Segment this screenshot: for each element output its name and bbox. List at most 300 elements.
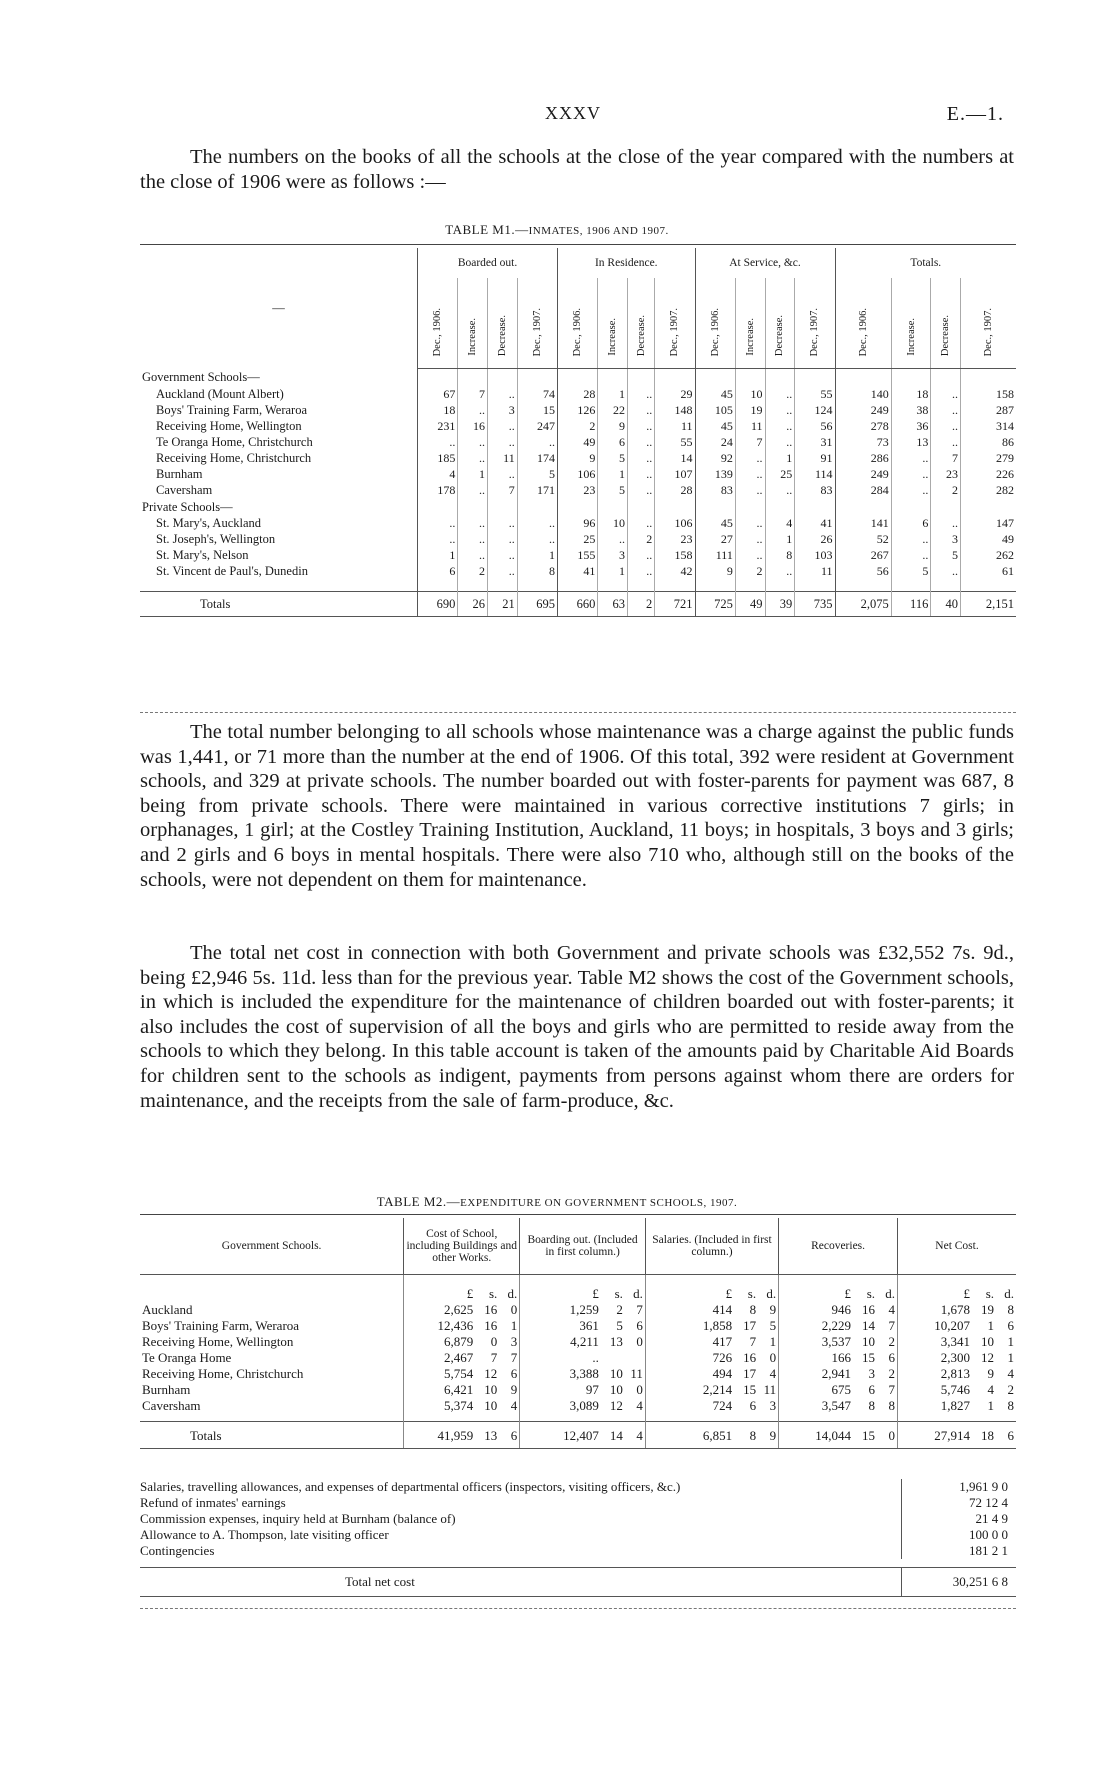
table-m2-cell <box>645 1381 778 1397</box>
table-m1-cell: 31 <box>795 434 835 450</box>
table-m1-cell: 158 <box>655 547 695 563</box>
currency-units <box>803 1286 895 1301</box>
summary-label: Contingencies <box>140 1543 215 1558</box>
amount-part: 6 <box>868 1381 876 1397</box>
table-m1-subheader-label: Dec., 1906. <box>572 307 584 356</box>
amount-part: 12,436 <box>437 1317 474 1333</box>
table-m1-cell: 139 <box>695 466 735 482</box>
amount-part: 2,941 <box>821 1365 852 1381</box>
table-m1-cell: 5 <box>931 547 961 563</box>
table-m2-header: Boarding out. (Included in first column.) <box>520 1218 646 1275</box>
amount-part: 3 <box>510 1333 518 1349</box>
table-m1-row-label: Receiving Home, Wellington <box>156 419 302 433</box>
expenditure-summary <box>140 1479 1016 1597</box>
currency-unit: s. <box>866 1286 876 1301</box>
table-m1-cell: 41 <box>558 563 598 579</box>
table-m1-cell: 56 <box>835 563 891 579</box>
amount-part: 417 <box>712 1333 733 1349</box>
table-m1-cell: 5 <box>517 466 557 482</box>
table-m1-cell: .. <box>628 450 655 466</box>
table-m1-cell: 171 <box>517 482 557 498</box>
table-m1-cell: 126 <box>558 402 598 418</box>
table-m1-cell: .. <box>931 434 961 450</box>
table-m1-cell: 9 <box>558 450 598 466</box>
table-m1-subheader <box>735 278 765 369</box>
table-m1-cell <box>598 579 628 592</box>
table-m2-cell <box>898 1317 1016 1333</box>
table-m1-cell: 55 <box>795 386 835 402</box>
table-m1-cell <box>628 369 655 387</box>
table-m1-total-cell: 26 <box>458 592 488 617</box>
amount <box>803 1350 895 1365</box>
table-m1-subheader-label: Dec., 1907. <box>531 307 543 356</box>
table-m1-subheader <box>418 278 458 369</box>
table-m1-subheader-label: Increase. <box>744 318 756 356</box>
table-m1-row-label: Receiving Home, Christchurch <box>156 451 312 465</box>
table-m1-cell: .. <box>628 563 655 579</box>
table-m1-cell: .. <box>458 482 488 498</box>
amount <box>684 1318 776 1333</box>
amount-part: 6 <box>636 1317 643 1333</box>
amount-part: 4,211 <box>570 1333 599 1349</box>
amount-part: 1,858 <box>702 1317 733 1333</box>
amount-part: 414 <box>712 1301 733 1317</box>
table-m1-cell: 13 <box>891 434 931 450</box>
intro-paragraph: The numbers on the books of all the schools at the close of the year compared with the numbers at the close of 1906 were as follows :— <box>140 146 1014 193</box>
amount-part: 1,259 <box>569 1301 599 1317</box>
currency-unit: s. <box>488 1286 498 1301</box>
amount-part: 1 <box>769 1333 777 1349</box>
table-m1-cell <box>891 579 931 592</box>
table-m1-row <box>140 418 1016 434</box>
amount-part: 41,959 <box>437 1427 474 1443</box>
table-m1-cell <box>517 498 557 515</box>
amount-part: 11 <box>630 1365 643 1381</box>
table-m2-cell <box>779 1365 898 1381</box>
table-m1-cell: 7 <box>735 434 765 450</box>
table-m1-group-header: At Service, &c. <box>695 248 835 278</box>
table-m1-cell: 111 <box>695 547 735 563</box>
amount-part: 4 <box>636 1427 643 1443</box>
table-m1-cell <box>795 579 835 592</box>
table-m1-cell <box>695 498 735 515</box>
amount-part: 6 <box>1007 1427 1014 1443</box>
table-m1-subheader <box>488 278 518 369</box>
amount <box>684 1382 776 1397</box>
table-m1-subheader-label: Dec., 1907. <box>983 307 995 356</box>
table-m2-total-cell <box>520 1422 646 1449</box>
table-m1-caption <box>0 222 1114 238</box>
amount-part: 2 <box>888 1333 896 1349</box>
table-m1-cell: 56 <box>795 418 835 434</box>
amount-part: 14 <box>862 1317 876 1333</box>
table-m1-cell: 147 <box>961 515 1016 531</box>
table-m2-cell <box>898 1301 1016 1317</box>
table-m1-cell: 7 <box>458 386 488 402</box>
table-m1-cell <box>628 498 655 515</box>
table-m2-cell <box>645 1333 778 1349</box>
summary-row <box>140 1495 1016 1511</box>
table-m1-cell: .. <box>628 434 655 450</box>
amount-part: 10 <box>609 1365 623 1381</box>
amount-part: 18 <box>981 1427 994 1443</box>
table-m2-total-cell <box>779 1422 898 1449</box>
amount-part: 3,547 <box>821 1397 852 1413</box>
amount-part: 724 <box>712 1397 733 1413</box>
amount-part: 11 <box>763 1381 777 1397</box>
table-m2-caption-prefix: TABLE M2.— <box>376 1194 461 1209</box>
amount-part: 10 <box>981 1333 994 1349</box>
amount-part: 10 <box>484 1397 498 1413</box>
table-m1-cell: .. <box>765 402 795 418</box>
table-m1-cell: .. <box>458 434 488 450</box>
table-m2-cell <box>898 1333 1016 1349</box>
table-m2-units-cell <box>645 1275 778 1302</box>
table-m1-subheader <box>835 278 891 369</box>
table-m1-cell: .. <box>735 531 765 547</box>
table-m2-units-cell <box>520 1275 646 1302</box>
table-m1-cell: .. <box>891 450 931 466</box>
table-m1-total-cell: 49 <box>735 592 765 617</box>
table-m2-caption <box>0 1194 1114 1210</box>
table-m1-cell: 247 <box>517 418 557 434</box>
table-m1-cell <box>488 498 518 515</box>
table-m1-cell: 18 <box>891 386 931 402</box>
amount <box>922 1366 1014 1381</box>
table-m1-cell <box>695 369 735 387</box>
table-m1-cell: 11 <box>488 450 518 466</box>
summary-row <box>140 1527 1016 1543</box>
table-m1-cell <box>517 369 557 387</box>
table-m1-cell: 25 <box>765 466 795 482</box>
amount-part: 5 <box>616 1317 623 1333</box>
table-m1-cell: .. <box>931 386 961 402</box>
currency-unit: s. <box>985 1286 994 1301</box>
summary-label: Salaries, travelling allowances, and expenses of departmental officers (inspectors, visiting officers, &c.) <box>140 1479 681 1494</box>
amount-part: 10 <box>484 1381 498 1397</box>
table-m2-cell <box>645 1317 778 1333</box>
table-m2-cell <box>779 1381 898 1397</box>
amount <box>425 1302 517 1317</box>
table-m1-cell: .. <box>418 434 458 450</box>
amount-part: 5 <box>769 1317 777 1333</box>
table-m1-cell: .. <box>418 515 458 531</box>
table-m1-cell <box>488 579 518 592</box>
table-m1-row-label: Te Oranga Home, Christchurch <box>156 435 313 449</box>
table-m1-cell: 106 <box>655 515 695 531</box>
summary-total-row <box>140 1567 1016 1597</box>
table-m1-cell: 23 <box>558 482 598 498</box>
table-m1-cell <box>458 369 488 387</box>
amount <box>551 1428 643 1443</box>
table-m1-cell <box>558 498 598 515</box>
amount <box>551 1334 643 1349</box>
summary-amount: 21 4 9 <box>901 1511 1016 1527</box>
amount <box>551 1366 643 1381</box>
amount <box>425 1318 517 1333</box>
amount-part: 1 <box>1007 1349 1014 1365</box>
table-m1-caption-title: INMATES, 1906 AND 1907. <box>528 225 669 237</box>
table-m1-cell: 1 <box>598 386 628 402</box>
amount-part: 15 <box>862 1349 876 1365</box>
table-m1-cell <box>891 369 931 387</box>
table-m1-cell: 2 <box>458 563 488 579</box>
table-m2-cell <box>520 1413 646 1422</box>
amount-part: 4 <box>769 1365 777 1381</box>
table-m1-cell: 23 <box>931 466 961 482</box>
table-m1-cell: 26 <box>795 531 835 547</box>
table-m1-cell: .. <box>458 402 488 418</box>
amount <box>803 1366 895 1381</box>
table-m1-cell: .. <box>628 386 655 402</box>
amount-part: 16 <box>743 1349 757 1365</box>
amount-part: 5,746 <box>940 1381 970 1397</box>
table-m1-cell: 1 <box>765 450 795 466</box>
amount-part: 0 <box>769 1349 777 1365</box>
amount-part: 1 <box>987 1397 994 1413</box>
amount <box>922 1428 1014 1443</box>
table-m1-cell: 15 <box>517 402 557 418</box>
amount <box>803 1302 895 1317</box>
amount <box>551 1318 643 1333</box>
amount-part: 12 <box>981 1349 994 1365</box>
table-m1-cell <box>458 498 488 515</box>
table-m1-subheader <box>517 278 557 369</box>
amount <box>922 1350 1014 1365</box>
table-m1-cell: 2 <box>558 418 598 434</box>
table-m2-cell <box>520 1333 646 1349</box>
table-m2-row-label: Te Oranga Home <box>142 1349 232 1365</box>
table-m2-cell <box>520 1349 646 1365</box>
table-m1-cell: .. <box>628 402 655 418</box>
table-m2-row-label: Burnham <box>142 1381 191 1397</box>
table-m1-cell: .. <box>488 386 518 402</box>
table-m2-cell <box>140 1413 404 1422</box>
summary-label: Allowance to A. Thompson, late visiting officer <box>140 1527 389 1542</box>
table-m1-cell: .. <box>458 531 488 547</box>
amount <box>551 1382 643 1397</box>
table-m1-cell: 49 <box>961 531 1016 547</box>
table-m1-row-label: Auckland (Mount Albert) <box>156 387 284 401</box>
amount-part: 3,341 <box>940 1333 970 1349</box>
table-m1-cell: 4 <box>418 466 458 482</box>
table-m1-cell: 23 <box>655 531 695 547</box>
table-m1-subheader-label: Increase. <box>467 318 479 356</box>
table-m2-cell <box>779 1397 898 1413</box>
table-m2-row-label: Auckland <box>142 1301 193 1317</box>
table-m1-total-cell: 116 <box>891 592 931 617</box>
amount <box>803 1318 895 1333</box>
table-m1-cell <box>655 369 695 387</box>
table-m1-cell: .. <box>598 531 628 547</box>
table-m1-cell: 49 <box>558 434 598 450</box>
amount <box>425 1398 517 1413</box>
table-m2-cell <box>645 1413 778 1422</box>
amount <box>922 1318 1014 1333</box>
amount <box>684 1334 776 1349</box>
table-m2-cell <box>779 1301 898 1317</box>
table-m2-cell <box>779 1317 898 1333</box>
table-m1-cell: 5 <box>598 482 628 498</box>
table-m1-cell: 1 <box>517 547 557 563</box>
table-m1-cell: .. <box>488 434 518 450</box>
amount-part: 6 <box>510 1365 518 1381</box>
table-m1-subheader-label: Dec., 1907. <box>809 307 821 356</box>
amount-part: 8 <box>1007 1397 1014 1413</box>
table-m2-cell <box>520 1317 646 1333</box>
table-m1-cell: 174 <box>517 450 557 466</box>
table-m1-subheader <box>795 278 835 369</box>
table-m1-subheader-label: Dec., 1907. <box>669 307 681 356</box>
table-m1-cell <box>598 369 628 387</box>
table-m1-cell: .. <box>735 450 765 466</box>
table-m2-cell <box>645 1349 778 1365</box>
amount-part: 946 <box>831 1301 852 1317</box>
table-m2-cell <box>779 1333 898 1349</box>
table-m1-row <box>140 531 1016 547</box>
table-m2-cell <box>520 1301 646 1317</box>
table-m2-cell <box>520 1397 646 1413</box>
table-m2-units-cell <box>779 1275 898 1302</box>
table-m1-cell: 36 <box>891 418 931 434</box>
currency-units <box>684 1286 776 1301</box>
table-m1-subheader-label: Dec., 1906. <box>857 307 869 356</box>
amount-part: 0 <box>636 1381 643 1397</box>
table-m1-cell: 6 <box>598 434 628 450</box>
table-m1-cell: .. <box>488 547 518 563</box>
amount-part: 4 <box>987 1381 994 1397</box>
table-m2-cell <box>779 1413 898 1422</box>
table-m1-cell: .. <box>891 466 931 482</box>
table-m1-cell: 14 <box>655 450 695 466</box>
table-m1-cell <box>961 369 1016 387</box>
table-m1-section-row <box>140 498 1016 515</box>
table-m1-subheader <box>931 278 961 369</box>
table-m1-cell: 55 <box>655 434 695 450</box>
table-m1-total-cell: 40 <box>931 592 961 617</box>
table-m1-cell: 28 <box>655 482 695 498</box>
table-m1-cell: 1 <box>598 466 628 482</box>
table-m2-cell <box>404 1365 520 1381</box>
amount-part: 2,229 <box>821 1317 852 1333</box>
table-m1-cell: 124 <box>795 402 835 418</box>
amount-part: 8 <box>749 1427 757 1443</box>
table-m1-cell: 38 <box>891 402 931 418</box>
table-m1-cell <box>931 579 961 592</box>
table-m2-row <box>140 1397 1016 1413</box>
amount-part: 6 <box>510 1427 518 1443</box>
table-m1-cell: 9 <box>598 418 628 434</box>
table-m1-cell: .. <box>931 418 961 434</box>
table-m2-header: Salaries. (Included in first column.) <box>645 1218 778 1275</box>
table-m1-group-header: Boarded out. <box>418 248 558 278</box>
table-m1-cell: 92 <box>695 450 735 466</box>
table-m1-subheader <box>628 278 655 369</box>
currency-unit: s. <box>614 1286 623 1301</box>
amount-part: 4 <box>510 1397 518 1413</box>
table-m1-row-label: St. Mary's, Nelson <box>156 548 249 562</box>
amount-part: 3 <box>868 1365 876 1381</box>
table-m1-cell: .. <box>735 547 765 563</box>
amount-part: 0 <box>888 1427 896 1443</box>
amount-part: 13 <box>484 1427 498 1443</box>
table-m2-row <box>140 1317 1016 1333</box>
table-m1-total-cell: 2,151 <box>961 592 1016 617</box>
amount-part: 1 <box>510 1317 518 1333</box>
amount-part: 3 <box>769 1397 777 1413</box>
table-m1-cell: 158 <box>961 386 1016 402</box>
table-m1-cell: 105 <box>695 402 735 418</box>
table-m1-cell: .. <box>458 450 488 466</box>
table-m2-total-cell <box>898 1422 1016 1449</box>
table-m1-cell: 3 <box>931 531 961 547</box>
table-m1-cell: 83 <box>795 482 835 498</box>
table-m1-bottom-rule <box>140 712 1016 713</box>
table-m1-cell: 10 <box>735 386 765 402</box>
table-m1-cell: 45 <box>695 386 735 402</box>
table-m1-cell: .. <box>891 482 931 498</box>
table-m1-cell: 7 <box>931 450 961 466</box>
table-m2-caption-title: EXPENDITURE ON GOVERNMENT SCHOOLS, 1907. <box>460 1197 738 1209</box>
table-m1-total-cell: 2,075 <box>835 592 891 617</box>
table-m1-cell: 27 <box>695 531 735 547</box>
table-m1-top-rule <box>140 244 1016 245</box>
table-m1-cell: 226 <box>961 466 1016 482</box>
amount <box>684 1366 776 1381</box>
table-m2-units-cell <box>898 1275 1016 1302</box>
amount-part: 675 <box>831 1381 852 1397</box>
table-m1-caption-prefix: TABLE M1.— <box>445 222 529 237</box>
table-m1-cell: 67 <box>418 386 458 402</box>
table-m2-row <box>140 1333 1016 1349</box>
table-m1-section-row <box>140 369 1016 387</box>
table-m2-top-rule <box>140 1214 1016 1215</box>
table-m1-total-cell: 721 <box>655 592 695 617</box>
table-m2-cell <box>404 1413 520 1422</box>
table-m2-units-row <box>140 1275 1016 1302</box>
table-m1-cell <box>140 579 418 592</box>
page-number: XXXV <box>545 103 601 123</box>
amount-part: 17 <box>743 1365 757 1381</box>
table-m1-row-label: St. Mary's, Auckland <box>156 516 262 530</box>
summary-row <box>140 1543 1016 1559</box>
table-m2-cell <box>404 1333 520 1349</box>
table-m2-totals-label: Totals <box>140 1422 404 1449</box>
table-m1-group-header: Totals. <box>835 248 1016 278</box>
amount-part: 2,813 <box>940 1365 970 1381</box>
table-m1-cell: .. <box>765 563 795 579</box>
table-m1-cell: .. <box>765 434 795 450</box>
table-m1-cell <box>695 579 735 592</box>
table-m2-cell <box>404 1381 520 1397</box>
table-m1-cell: 45 <box>695 418 735 434</box>
table-m1-cell: .. <box>418 531 458 547</box>
table-m2-cell <box>404 1317 520 1333</box>
table-m1-cell: 18 <box>418 402 458 418</box>
amount-part: 2,300 <box>940 1349 970 1365</box>
table-m1-cell: 5 <box>598 450 628 466</box>
table-m1-row-label: Burnham <box>156 467 203 481</box>
table-m1-cell: 42 <box>655 563 695 579</box>
table-m1-subheader <box>458 278 488 369</box>
summary-amount: 1,961 9 0 <box>901 1479 1016 1495</box>
amount-part: 10,207 <box>934 1317 970 1333</box>
table-m1-subheader <box>655 278 695 369</box>
amount <box>803 1398 895 1413</box>
summary-total-amount: 30,251 6 8 <box>901 1568 1016 1596</box>
amount-part: 9 <box>769 1301 777 1317</box>
table-m1-cell: 4 <box>765 515 795 531</box>
